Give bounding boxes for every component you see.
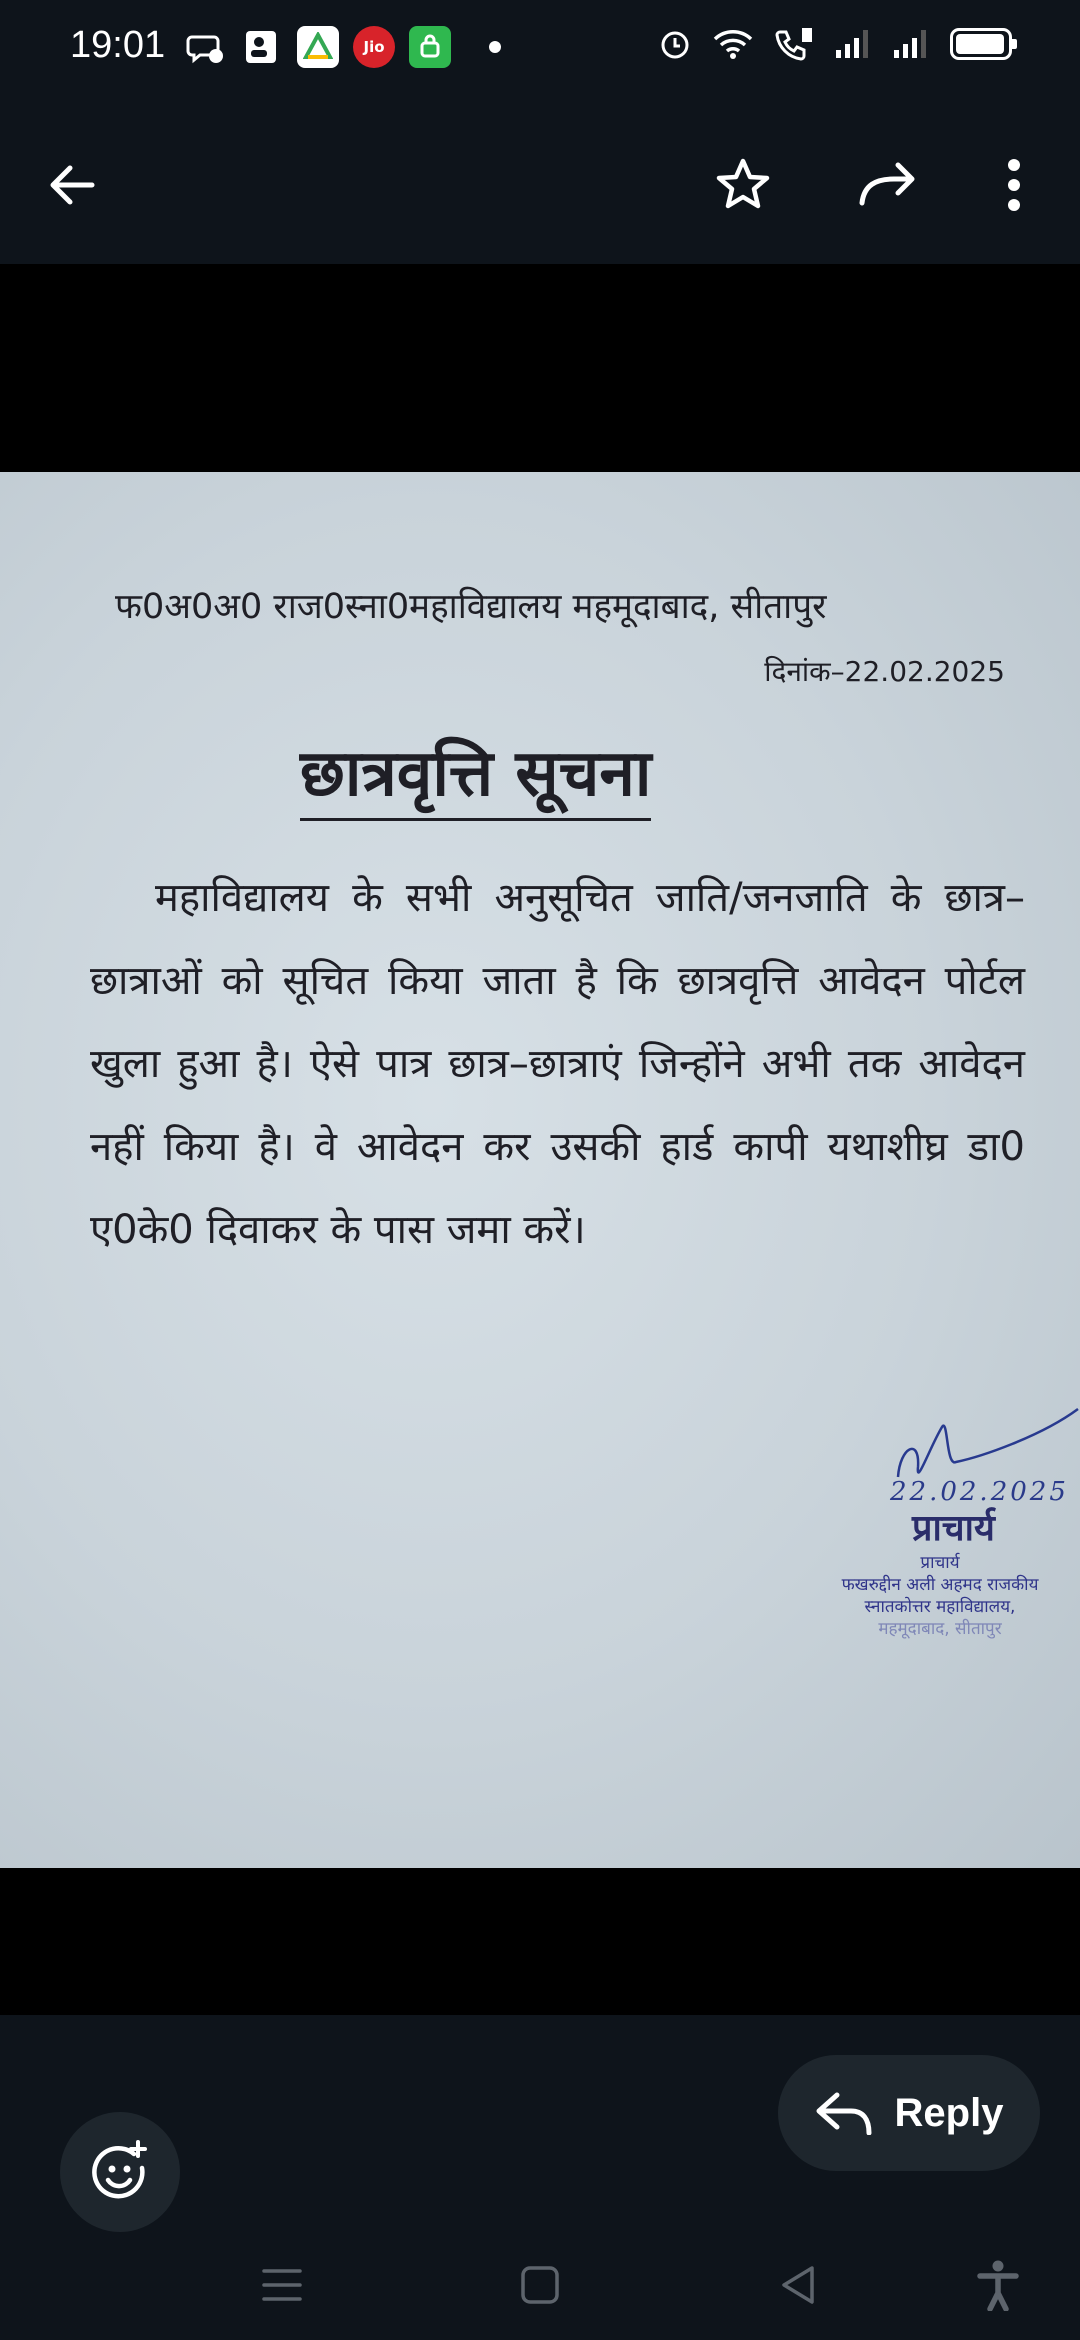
signature-date: 22.02.2025 (890, 1477, 1069, 1507)
add-reaction-icon (88, 2140, 152, 2204)
facebook-messenger-icon (185, 26, 227, 68)
app-bar (0, 100, 1080, 264)
more-options-button[interactable] (974, 145, 1054, 225)
back-button[interactable] (32, 145, 112, 225)
nav-home-button[interactable] (510, 2255, 570, 2315)
drive-icon (297, 26, 339, 68)
stamp-line: महमूदाबाद, सीतापुर (878, 1619, 1002, 1639)
add-reaction-button[interactable] (60, 2112, 180, 2232)
wifi-icon (712, 27, 754, 61)
notification-icons (185, 26, 501, 68)
nav-back-button[interactable] (768, 2255, 828, 2315)
alarm-icon (658, 27, 692, 61)
more-vertical-icon (1004, 157, 1024, 213)
forward-icon (854, 157, 920, 213)
battery-icon (950, 28, 1012, 60)
profile-card-icon (241, 26, 283, 68)
signatory-title: प्राचार्य (912, 1508, 995, 1549)
notice-body: महाविद्यालय के सभी अनुसूचित जाति/जनजाति के छात्र–छात्राओं को सूचित किया जाता है कि छात्रवृत्ति आवेदन पोर्टल खुला हुआ है। ऐसे पात्र छात्र–छात्राएं जिन्होंने अभी तक आवेदन नहीं किया है। वे आवेदन कर उसकी हार्ड कापी यथाशीघ्र डा0 ए0के0 दिवाकर के पास जमा करें। (90, 875, 1025, 1253)
notice-date: दिनांक–22.02.2025 (764, 655, 1005, 688)
forward-button[interactable] (847, 145, 927, 225)
notice-heading: छात्रवृत्ति सूचना (300, 727, 651, 821)
college-stamp (820, 1552, 1060, 1640)
reply-button[interactable] (778, 2055, 1040, 2171)
recents-menu-icon (260, 2266, 304, 2304)
college-name: फ0अ0अ0 राज0स्ना0महाविद्यालय महमूदाबाद, सीतापुर (115, 587, 827, 627)
green-app-icon (409, 26, 451, 68)
star-button[interactable] (703, 145, 783, 225)
star-icon (714, 156, 772, 214)
reply-label: Reply (894, 2090, 1004, 2135)
system-icons (658, 26, 1012, 62)
status-bar (0, 0, 1080, 100)
stamp-line: फखरुद्दीन अली अहमद राजकीय (841, 1575, 1039, 1595)
jio-icon: Jio (353, 26, 395, 68)
back-triangle-icon (778, 2264, 818, 2306)
home-square-icon (519, 2264, 561, 2306)
system-navigation-bar (0, 2225, 1080, 2340)
signal-sim1-icon (834, 28, 872, 60)
clock: 19:01 (70, 24, 166, 66)
signal-sim2-icon (892, 28, 930, 60)
volte-call-icon (774, 26, 814, 62)
nav-accessibility-button[interactable] (968, 2255, 1028, 2315)
notice-photo[interactable] (0, 472, 1080, 1868)
stamp-line: स्नातकोत्तर महाविद्यालय, (864, 1597, 1016, 1617)
nav-recents-button[interactable] (252, 2255, 312, 2315)
accessibility-icon (976, 2259, 1020, 2311)
reply-arrow-icon (815, 2091, 873, 2135)
stamp-line: प्राचार्य (920, 1553, 960, 1573)
more-notifications-dot (489, 41, 501, 53)
back-arrow-icon (44, 157, 100, 213)
